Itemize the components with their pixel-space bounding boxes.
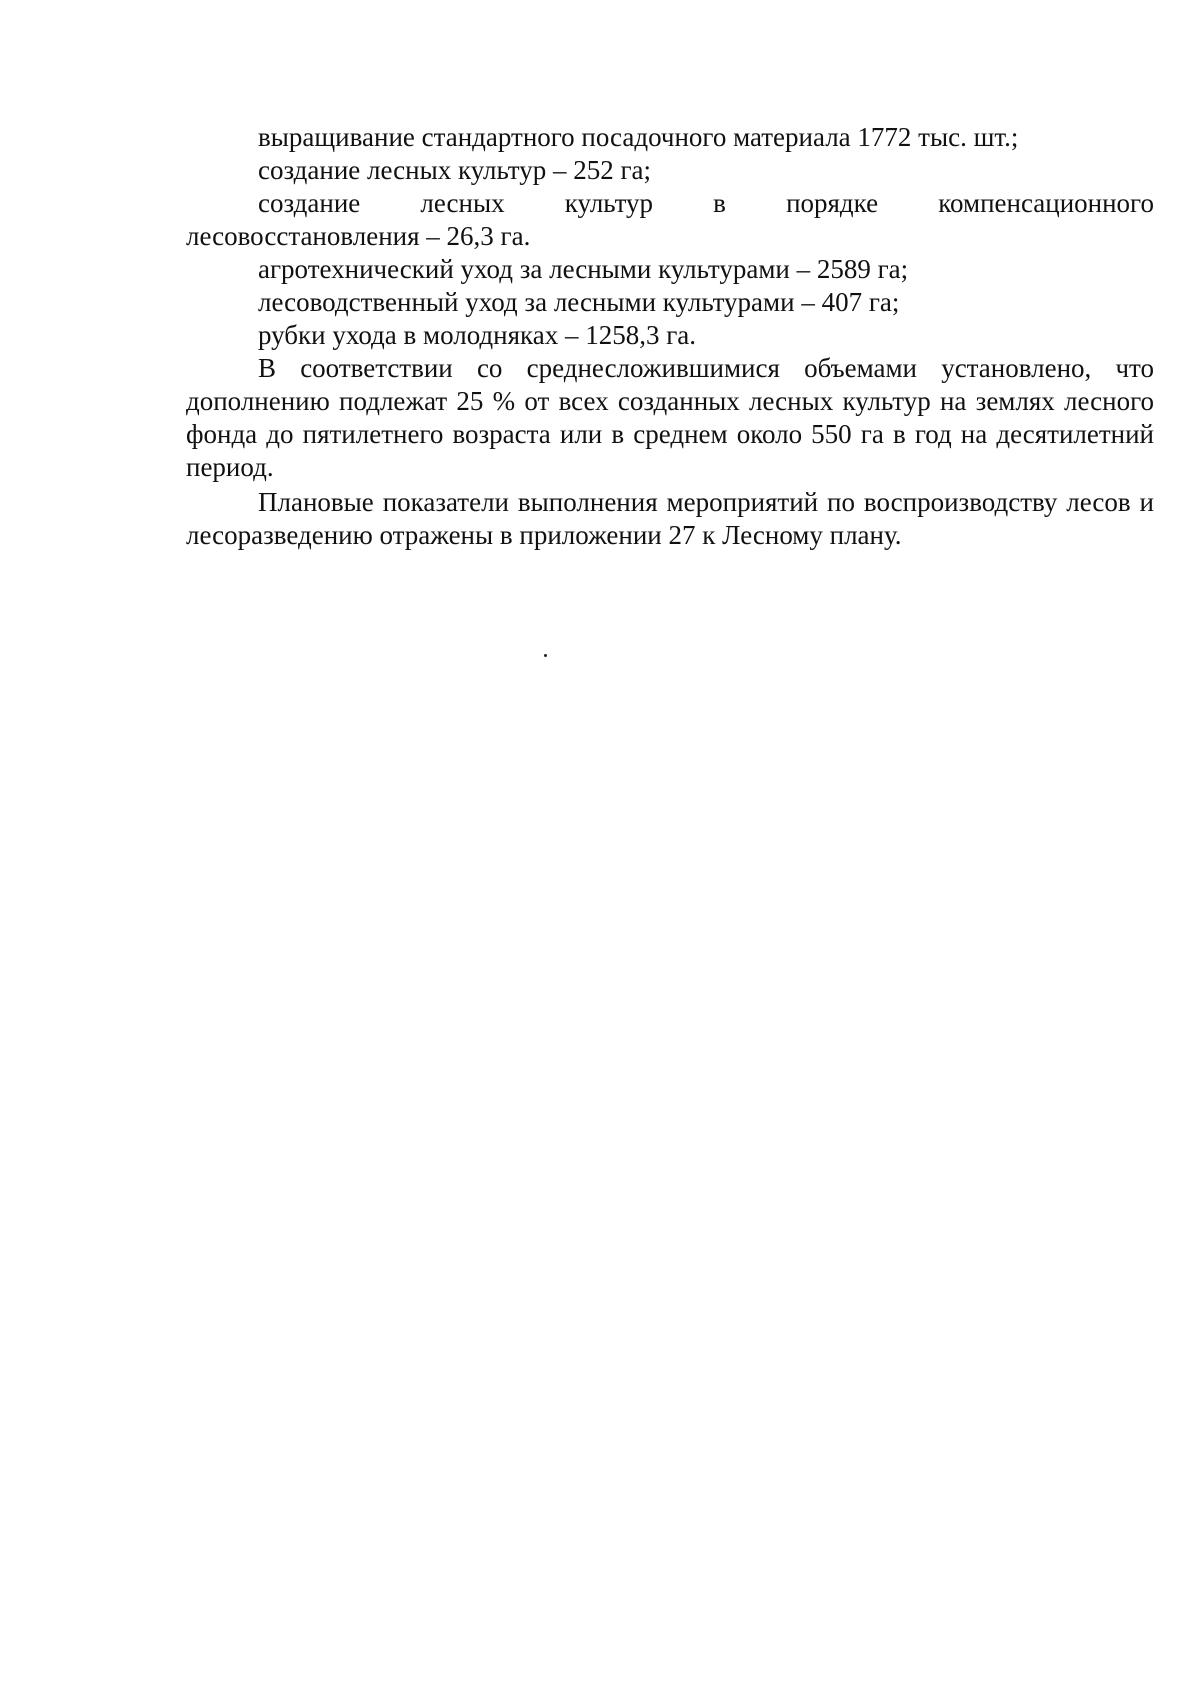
list-item: создание лесных культур – 252 га; <box>258 155 652 185</box>
word: культур <box>564 188 654 218</box>
document-body <box>186 121 1154 552</box>
compensation-tail: лесовосстановления – 26,3 га. <box>186 221 531 251</box>
list-item: рубки ухода в молодняках – 1258,3 га. <box>258 320 697 350</box>
list-item: лесоводственный уход за лесными культурами – 407 га; <box>258 287 900 317</box>
compensation-line <box>186 187 1154 220</box>
paragraph-replanting: В соответствии со среднесложившимися объемами установлено, что дополнению подлежат 25 % от всех созданных лесных культур на землях лесного фонда до пятилетнего возраста или в среднем около 550 га в год на десятилетний период. <box>186 353 1154 482</box>
scan-speck <box>544 654 547 657</box>
word: порядке <box>786 188 879 218</box>
word: в <box>713 188 726 218</box>
list-item: агротехнический уход за лесными культурами – 2589 га; <box>258 254 909 284</box>
word: компенсационного <box>938 188 1154 218</box>
list-item: выращивание стандартного посадочного материала 1772 тыс. шт.; <box>258 122 1019 152</box>
word: лесных <box>420 188 505 218</box>
word: создание <box>258 188 361 218</box>
paragraph-plan-indicators: Плановые показатели выполнения мероприятий по воспроизводству лесов и лесоразведению отражены в приложении 27 к Лесному плану. <box>186 487 1154 550</box>
